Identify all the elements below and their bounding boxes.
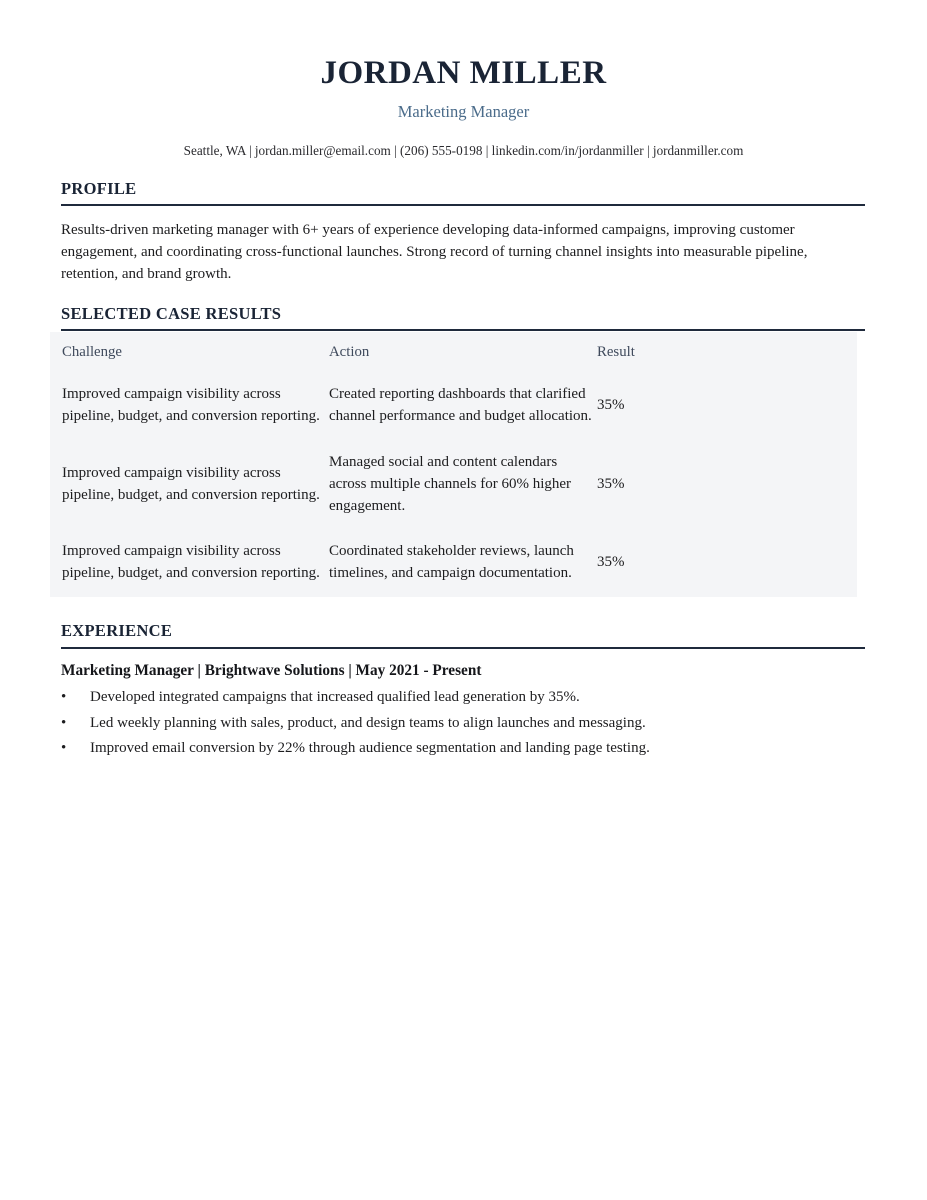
cell-result: 35% — [597, 396, 625, 413]
list-item — [61, 686, 865, 708]
list-item-text: Improved email conversion by 22% through audience segmentation and landing page testing. — [90, 739, 650, 756]
cell-action: Managed social and content calendars across multiple channels for 60% higher engagement. — [329, 453, 572, 514]
cell-challenge: Improved campaign visibility across pipeline, budget, and conversion reporting. — [62, 386, 320, 424]
list-item — [61, 737, 865, 759]
case-results-section — [61, 305, 865, 331]
candidate-name: JORDAN MILLER — [320, 55, 607, 91]
cell-result: 35% — [597, 554, 625, 571]
table-header-row — [50, 332, 857, 372]
experience-entry-headline: Marketing Manager | Brightwave Solutions | May 2021 - Present — [61, 661, 482, 679]
cell-action: Created reporting dashboards that clarified channel performance and budget allocation. — [329, 386, 592, 424]
cell-challenge: Improved campaign visibility across pipeline, budget, and conversion reporting. — [62, 543, 320, 582]
candidate-job-title: Marketing Manager — [397, 101, 530, 121]
experience-section — [61, 622, 865, 759]
column-header-result: Result — [597, 343, 635, 360]
profile-heading: PROFILE — [61, 178, 137, 198]
column-header-action: Action — [329, 343, 370, 360]
profile-rule — [61, 204, 865, 206]
cell-action: Coordinated stakeholder reviews, launch timelines, and campaign documentation. — [329, 543, 574, 582]
list-item-text: Developed integrated campaigns that increased qualified lead generation by 35%. — [90, 689, 580, 706]
column-header-challenge: Challenge — [62, 343, 122, 360]
experience-rule — [61, 647, 865, 649]
table-row — [50, 440, 857, 530]
profile-body: Results-driven marketing manager with 6+ years of experience developing data-informed campaigns, improving customer engagement, and coordinating cross-functional launches. Strong record of turning channel insights into measurable pipeline, retention, and brand growth. — [61, 221, 808, 283]
resume-header — [0, 0, 927, 160]
table-row — [50, 372, 857, 440]
experience-bullet-list — [61, 686, 865, 759]
case-results-table — [50, 332, 857, 597]
bullet-icon: • — [61, 714, 67, 731]
table-body — [50, 372, 857, 597]
case-results-heading: SELECTED CASE RESULTS — [61, 304, 282, 324]
experience-entry — [61, 661, 865, 759]
case-results-table-container — [50, 332, 857, 597]
cell-result: 35% — [597, 475, 625, 492]
table-row — [50, 529, 857, 597]
bullet-icon: • — [61, 739, 67, 756]
cell-challenge: Improved campaign visibility across pipeline, budget, and conversion reporting. — [62, 464, 320, 503]
experience-heading: EXPERIENCE — [61, 621, 173, 641]
list-item — [61, 712, 865, 734]
profile-section — [61, 180, 865, 286]
table-header — [50, 332, 857, 372]
contact-line: Seattle, WA | jordan.miller@email.com | (206) 555-0198 | linkedin.com/in/jordanmiller | jordanmiller.com — [183, 143, 744, 159]
bullet-icon: • — [61, 689, 67, 706]
list-item-text: Led weekly planning with sales, product, and design teams to align launches and messaging. — [90, 714, 646, 731]
